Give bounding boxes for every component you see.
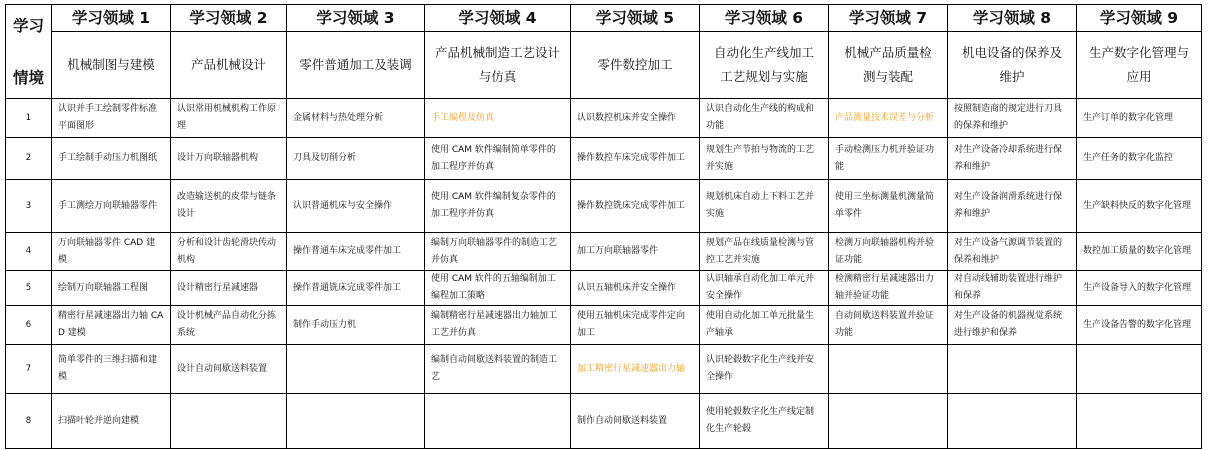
situation-cell <box>948 345 1077 394</box>
situation-cell: 生产设备告警的数字化管理 <box>1077 306 1202 345</box>
domain-subject-6: 自动化生产线加工工艺规划与实施 <box>700 32 829 99</box>
domain-title-8: 学习领域 8 <box>948 5 1077 32</box>
situation-cell: 认识普通机床与安全操作 <box>287 180 425 233</box>
situation-cell: 规划生产节拍与物流的工艺并实施 <box>700 138 829 180</box>
table-row <box>6 233 1202 271</box>
situation-cell <box>287 394 425 449</box>
situation-cell: 制作自动间歇送料装置 <box>571 394 700 449</box>
situation-cell: 操作普通铣床完成零件加工 <box>287 271 425 306</box>
situation-cell: 自动间歇送料装置并验证功能 <box>829 306 948 345</box>
situation-cell: 生产任务的数字化监控 <box>1077 138 1202 180</box>
domain-subject-3: 零件普通加工及装调 <box>287 32 425 99</box>
situation-cell: 万向联轴器零件 CAD 建模 <box>52 233 171 271</box>
table-row <box>6 138 1202 180</box>
situation-cell <box>171 394 287 449</box>
situation-cell: 认识常用机械机构工作原理 <box>171 99 287 138</box>
row-number: 3 <box>6 180 52 233</box>
situation-cell <box>829 394 948 449</box>
situation-cell: 使用自动化加工单元批量生产轴承 <box>700 306 829 345</box>
situation-cell: 数控加工质量的数字化管理 <box>1077 233 1202 271</box>
row-number: 2 <box>6 138 52 180</box>
situation-cell: 生产缺料快反的数字化管理 <box>1077 180 1202 233</box>
row-number: 8 <box>6 394 52 449</box>
corner-label-line1: 学习 <box>12 16 44 35</box>
curriculum-table <box>5 4 1202 449</box>
situation-cell: 对生产设备气源调节装置的保养和维护 <box>948 233 1077 271</box>
row-number: 6 <box>6 306 52 345</box>
situation-cell: 认识轮毂数字化生产线并安全操作 <box>700 345 829 394</box>
situation-cell: 设计自动间歇送料装置 <box>171 345 287 394</box>
domain-subject-row <box>6 32 1202 99</box>
situation-cell: 对生产设备润滑系统进行保养和维护 <box>948 180 1077 233</box>
domain-title-9: 学习领域 9 <box>1077 5 1202 32</box>
table-row <box>6 99 1202 138</box>
situation-cell: 手工编程及仿真 <box>425 99 571 138</box>
table-row <box>6 306 1202 345</box>
situation-cell: 手工绘制手动压力机图纸 <box>52 138 171 180</box>
row-number: 7 <box>6 345 52 394</box>
domain-subject-5: 零件数控加工 <box>571 32 700 99</box>
curriculum-table-container <box>5 4 1202 449</box>
row-number: 5 <box>6 271 52 306</box>
situation-cell: 手动检测压力机并验证功能 <box>829 138 948 180</box>
situation-cell: 制作手动压力机 <box>287 306 425 345</box>
situation-cell: 规划产品在线质量检测与管控工艺并实施 <box>700 233 829 271</box>
situation-cell: 认识自动化生产线的构成和功能 <box>700 99 829 138</box>
situation-cell: 编制精密行星减速器出力轴加工工艺并仿真 <box>425 306 571 345</box>
domain-title-1: 学习领域 1 <box>52 5 171 32</box>
situation-cell: 分析和设计齿轮滑块传动机构 <box>171 233 287 271</box>
situation-cell: 编制自动间歇送料装置的制造工艺 <box>425 345 571 394</box>
situation-cell: 刀具及切削分析 <box>287 138 425 180</box>
domain-title-4: 学习领域 4 <box>425 5 571 32</box>
situation-cell <box>829 345 948 394</box>
situation-cell <box>1077 394 1202 449</box>
situation-cell: 使用 CAM 软件的五轴编制加工编程加工策略 <box>425 271 571 306</box>
situation-cell: 加工万向联轴器零件 <box>571 233 700 271</box>
situation-cell: 绘制万向联轴器工程图 <box>52 271 171 306</box>
situation-cell: 手工测绘万向联轴器零件 <box>52 180 171 233</box>
situation-cell <box>425 394 571 449</box>
situation-cell: 使用 CAM 软件编制复杂零件的加工程序并仿真 <box>425 180 571 233</box>
situation-cell: 生产订单的数字化管理 <box>1077 99 1202 138</box>
domain-title-row <box>6 5 1202 32</box>
situation-cell <box>287 345 425 394</box>
situation-cell: 认识五轴机床并安全操作 <box>571 271 700 306</box>
situation-cell: 对生产设备冷却系统进行保养和维护 <box>948 138 1077 180</box>
domain-title-3: 学习领域 3 <box>287 5 425 32</box>
domain-title-6: 学习领域 6 <box>700 5 829 32</box>
table-row <box>6 345 1202 394</box>
situation-cell: 规划机床自动上下料工艺并实施 <box>700 180 829 233</box>
situation-cell: 认识轴承自动化加工单元并安全操作 <box>700 271 829 306</box>
situation-cell: 使用五轴机床完成零件定向加工 <box>571 306 700 345</box>
situation-cell: 操作普通车床完成零件加工 <box>287 233 425 271</box>
situation-cell: 扫描叶轮并逆向建模 <box>52 394 171 449</box>
table-row <box>6 394 1202 449</box>
situation-cell: 按照制造商的规定进行刀具的保养和维护 <box>948 99 1077 138</box>
situation-cell: 操作数控铣床完成零件加工 <box>571 180 700 233</box>
situation-cell: 生产设备导入的数字化管理 <box>1077 271 1202 306</box>
situation-cell: 加工精密行星减速器出力轴 <box>571 345 700 394</box>
situation-cell <box>948 394 1077 449</box>
situation-cell: 设计万向联轴器机构 <box>171 138 287 180</box>
domain-subject-9: 生产数字化管理与应用 <box>1077 32 1202 99</box>
situation-cell: 检测万向联轴器机构并验证功能 <box>829 233 948 271</box>
situation-cell: 产品测量技术误差与分析 <box>829 99 948 138</box>
situation-cell: 认识并手工绘制零件标准平面图形 <box>52 99 171 138</box>
domain-subject-4: 产品机械制造工艺设计与仿真 <box>425 32 571 99</box>
domain-subject-2: 产品机械设计 <box>171 32 287 99</box>
situation-cell: 使用三坐标测量机测量简单零件 <box>829 180 948 233</box>
row-number: 4 <box>6 233 52 271</box>
situation-cell: 金属材料与热处理分析 <box>287 99 425 138</box>
table-body <box>6 5 1202 449</box>
corner-header <box>6 5 52 99</box>
situation-cell: 编制万向联轴器零件的制造工艺并仿真 <box>425 233 571 271</box>
situation-cell: 使用 CAM 软件编制简单零件的加工程序并仿真 <box>425 138 571 180</box>
situation-cell: 检测精密行星减速器出力轴并验证功能 <box>829 271 948 306</box>
situation-cell: 操作数控车床完成零件加工 <box>571 138 700 180</box>
situation-cell: 设计机械产品自动化分拣系统 <box>171 306 287 345</box>
situation-cell: 对自动线辅助装置进行维护和保养 <box>948 271 1077 306</box>
situation-cell <box>1077 345 1202 394</box>
situation-cell: 对生产设备的机器视觉系统进行维护和保养 <box>948 306 1077 345</box>
situation-cell: 改造输送机的皮带与链条设计 <box>171 180 287 233</box>
situation-cell: 精密行星减速器出力轴 CAD 建模 <box>52 306 171 345</box>
table-row <box>6 271 1202 306</box>
situation-cell: 认识数控机床并安全操作 <box>571 99 700 138</box>
domain-title-5: 学习领域 5 <box>571 5 700 32</box>
domain-subject-7: 机械产品质量检测与装配 <box>829 32 948 99</box>
table-row <box>6 180 1202 233</box>
domain-title-2: 学习领域 2 <box>171 5 287 32</box>
situation-cell: 使用轮毂数字化生产线定制化生产轮毂 <box>700 394 829 449</box>
domain-subject-1: 机械制图与建模 <box>52 32 171 99</box>
domain-title-7: 学习领域 7 <box>829 5 948 32</box>
situation-cell: 设计精密行星减速器 <box>171 271 287 306</box>
domain-subject-8: 机电设备的保养及维护 <box>948 32 1077 99</box>
row-number: 1 <box>6 99 52 138</box>
situation-cell: 简单零件的三维扫描和建模 <box>52 345 171 394</box>
corner-label-line2: 情境 <box>12 68 44 87</box>
